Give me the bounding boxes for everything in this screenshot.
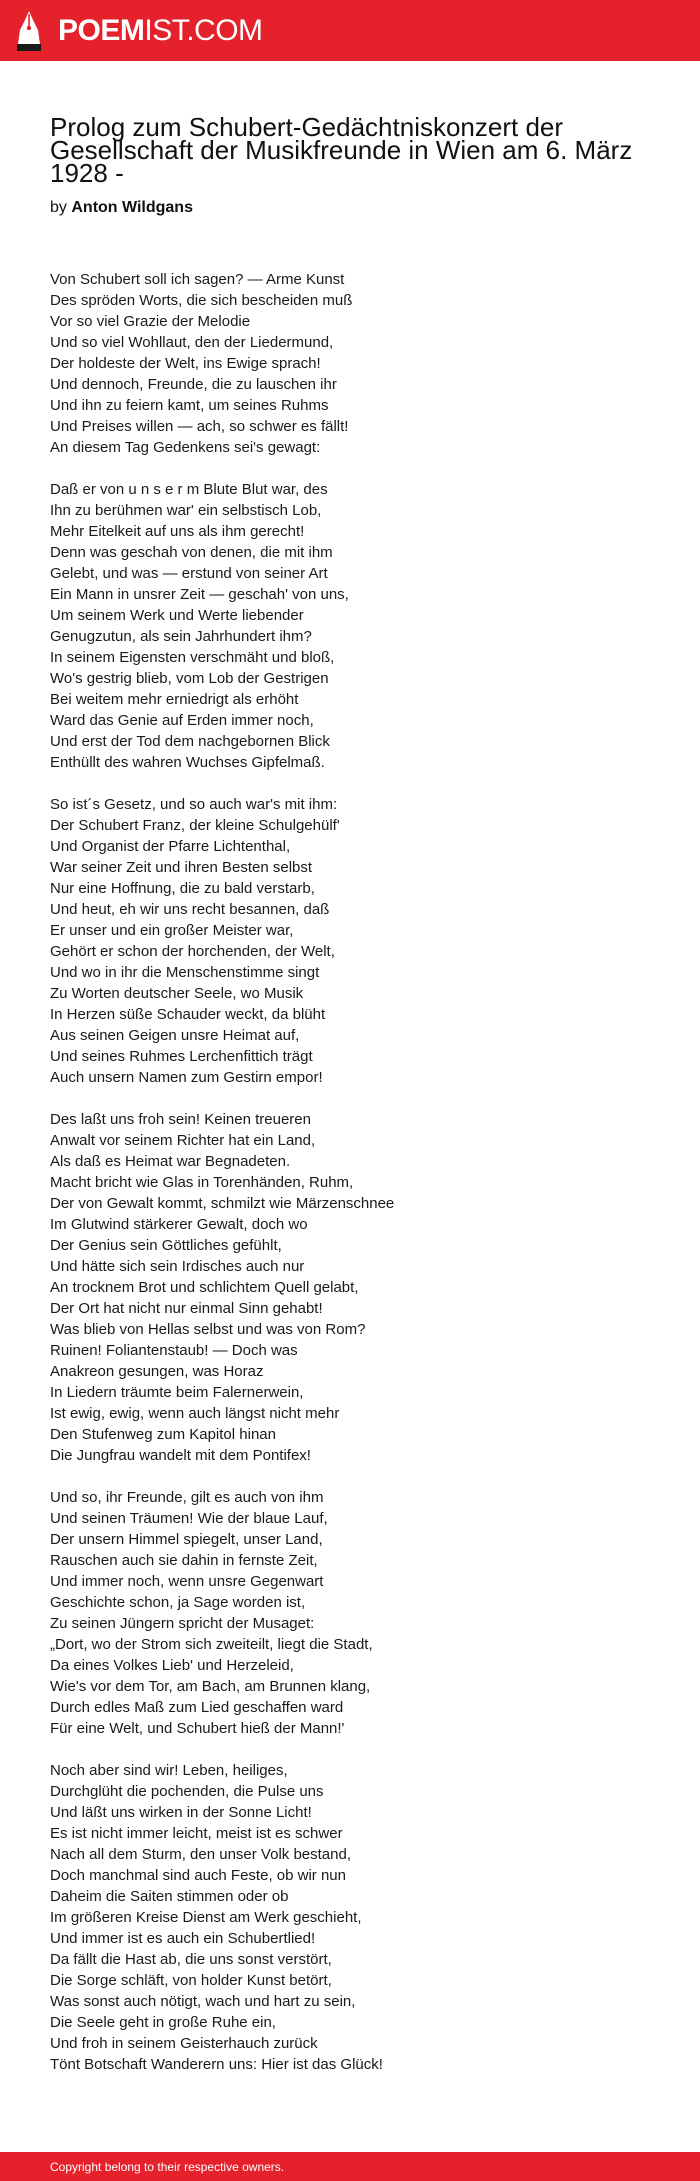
by-label: by <box>50 199 67 216</box>
poem-stanza <box>50 479 670 773</box>
poem-stanza <box>50 1487 670 1739</box>
poem-line: Geschichte schon, ja Sage worden ist, <box>50 1594 306 1611</box>
poem-line: War seiner Zeit und ihren Besten selbst <box>50 859 313 876</box>
poem-line: In seinem Eigensten verschmäht und bloß, <box>50 649 335 666</box>
poem-line: Ein Mann in unsrer Zeit — geschah' von uns, <box>50 586 349 603</box>
poem-line: Der Genius sein Göttliches gefühlt, <box>50 1237 282 1254</box>
poem-line: Und Preises willen — ach, so schwer es fällt! <box>50 418 349 435</box>
poem-line: Und immer ist es auch ein Schubertlied! <box>50 1930 316 1947</box>
poem-line: Und so viel Wohllaut, den der Liedermund, <box>50 334 334 351</box>
poem-line: Macht bricht wie Glas in Torenhänden, Ruhm, <box>50 1174 354 1191</box>
poem-line: Ruinen! Foliantenstaub! — Doch was <box>50 1342 298 1359</box>
poem-line: Ist ewig, ewig, wenn auch längst nicht mehr <box>50 1405 340 1422</box>
poem-line: Noch aber sind wir! Leben, heiliges, <box>50 1762 288 1779</box>
poem-line: Nach all dem Sturm, den unser Volk bestand, <box>50 1846 351 1863</box>
poem-line: Und seines Ruhmes Lerchenfittich trägt <box>50 1048 313 1065</box>
poem-body <box>50 269 670 2096</box>
poem-line: Was sonst auch nötigt, wach und hart zu sein, <box>50 1993 356 2010</box>
poem-line: In Liedern träumte beim Falernerwein, <box>50 1384 304 1401</box>
logo-bold-text: POEM <box>58 14 145 47</box>
poem-line: Daß er von u n s e r m Blute Blut war, des <box>50 481 328 498</box>
poem-line: Vor so viel Grazie der Melodie <box>50 313 251 330</box>
poem-line: Auch unsern Namen zum Gestirn empor! <box>50 1069 323 1086</box>
poem-line: Genugzutun, als sein Jahrhundert ihm? <box>50 628 312 645</box>
site-footer <box>0 2152 700 2181</box>
poem-line: Mehr Eitelkeit auf uns als ihm gerecht! <box>50 523 305 540</box>
byline <box>50 197 193 219</box>
poem-line: Durch edles Maß zum Lied geschaffen ward <box>50 1699 344 1716</box>
poem-line: Für eine Welt, und Schubert hieß der Mann!' <box>50 1720 345 1737</box>
poem-line: Von Schubert soll ich sagen? — Arme Kunst <box>50 271 345 288</box>
poem-line: Im Glutwind stärkerer Gewalt, doch wo <box>50 1216 308 1233</box>
poem-line: Zu Worten deutscher Seele, wo Musik <box>50 985 304 1002</box>
poem-line: Ihn zu berühmen war' ein selbstisch Lob, <box>50 502 322 519</box>
poem-line: An trocknem Brot und schlichtem Quell gelabt, <box>50 1279 359 1296</box>
poem-stanza <box>50 1760 670 2075</box>
fountain-pen-nib-icon <box>16 10 42 52</box>
poem-line: Da eines Volkes Lieb' und Herzeleid, <box>50 1657 294 1674</box>
poem-line: Die Jungfrau wandelt mit dem Pontifex! <box>50 1447 311 1464</box>
poem-line: Des laßt uns froh sein! Keinen treueren <box>50 1111 311 1128</box>
poem-line: Als daß es Heimat war Begnadeten. <box>50 1153 291 1170</box>
poem-line: Der Ort hat nicht nur einmal Sinn gehabt! <box>50 1300 323 1317</box>
poem-line: Die Sorge schläft, von holder Kunst betört, <box>50 1972 332 1989</box>
poem-line: Der unsern Himmel spiegelt, unser Land, <box>50 1531 323 1548</box>
poem-stanza <box>50 794 670 1088</box>
poem-line: So ist´s Gesetz, und so auch war's mit ihm: <box>50 796 338 813</box>
poem-line: In Herzen süße Schauder weckt, da blüht <box>50 1006 326 1023</box>
poem-line: Daheim die Saiten stimmen oder ob <box>50 1888 289 1905</box>
poem-line: Die Seele geht in große Ruhe ein, <box>50 2014 276 2031</box>
poem-line: Anakreon gesungen, was Horaz <box>50 1363 264 1380</box>
poem-line: Wo's gestrig blieb, vom Lob der Gestrigen <box>50 670 329 687</box>
poem-line: Und so, ihr Freunde, gilt es auch von ihm <box>50 1489 324 1506</box>
poem-title: Prolog zum Schubert-Gedächtniskonzert der Gesellschaft der Musikfreunde in Wien am 6. März 1928 - <box>50 112 633 188</box>
poem-line: Rauschen auch sie dahin in fernste Zeit, <box>50 1552 318 1569</box>
poem-stanza <box>50 269 670 458</box>
poem-line: Enthüllt des wahren Wuchses Gipfelmaß. <box>50 754 325 771</box>
poem-line: Tönt Botschaft Wanderern uns: Hier ist das Glück! <box>50 2056 383 2073</box>
poem-line: Doch manchmal sind auch Feste, ob wir nun <box>50 1867 346 1884</box>
poem-line: Zu seinen Jüngern spricht der Musaget: <box>50 1615 315 1632</box>
poem-line: Und Organist der Pfarre Lichtenthal, <box>50 838 291 855</box>
poem-line: Der holdeste der Welt, ins Ewige sprach! <box>50 355 321 372</box>
poem-line: Es ist nicht immer leicht, meist ist es schwer <box>50 1825 343 1842</box>
poem-line: Wie's vor dem Tor, am Bach, am Brunnen klang, <box>50 1678 371 1695</box>
poem-line: Denn was geschah von denen, die mit ihm <box>50 544 333 561</box>
poem-line: Was blieb von Hellas selbst und was von Rom? <box>50 1321 366 1338</box>
poem-line: Und froh in seinem Geisterhauch zurück <box>50 2035 318 2052</box>
poem-line: Bei weitem mehr erniedrigt als erhöht <box>50 691 299 708</box>
poem-line: Ward das Genie auf Erden immer noch, <box>50 712 314 729</box>
poem-line: Und immer noch, wenn unsre Gegenwart <box>50 1573 324 1590</box>
poem-line: Er unser und ein großer Meister war, <box>50 922 294 939</box>
poem-line: Der Schubert Franz, der kleine Schulgehülf' <box>50 817 340 834</box>
poem-line: Im größeren Kreise Dienst am Werk geschieht, <box>50 1909 362 1926</box>
poem-line: Da fällt die Hast ab, die uns sonst verstört, <box>50 1951 332 1968</box>
poem-line: Gehört er schon der horchenden, der Welt, <box>50 943 335 960</box>
poem-line: Und wo in ihr die Menschenstimme singt <box>50 964 320 981</box>
site-logo-link[interactable] <box>16 10 263 52</box>
poem-line: Und heut, eh wir uns recht besannen, daß <box>50 901 330 918</box>
poem-line: Den Stufenweg zum Kapitol hinan <box>50 1426 276 1443</box>
author-link[interactable]: Anton Wildgans <box>71 199 193 216</box>
poem-line: Und erst der Tod dem nachgebornen Blick <box>50 733 330 750</box>
poem-stanza <box>50 1109 670 1466</box>
poem-line: Und seinen Träumen! Wie der blaue Lauf, <box>50 1510 328 1527</box>
copyright-text: Copyright belong to their respective owners. <box>50 2160 285 2174</box>
poem-line: Um seinem Werk und Werte liebender <box>50 607 304 624</box>
logo-light-text: IST.COM <box>144 14 263 47</box>
poem-line: Des spröden Worts, die sich bescheiden muß <box>50 292 353 309</box>
poem-line: „Dort, wo der Strom sich zweiteilt, liegt die Stadt, <box>50 1636 373 1653</box>
site-header <box>0 0 700 61</box>
poem-line: Anwalt vor seinem Richter hat ein Land, <box>50 1132 316 1149</box>
poem-line: Und dennoch, Freunde, die zu lauschen ihr <box>50 376 337 393</box>
site-logo-text <box>58 11 263 51</box>
poem-line: An diesem Tag Gedenkens sei's gewagt: <box>50 439 321 456</box>
poem-line: Gelebt, und was — erstund von seiner Art <box>50 565 328 582</box>
poem-line: Und hätte sich sein Irdisches auch nur <box>50 1258 305 1275</box>
poem-line: Nur eine Hoffnung, die zu bald verstarb, <box>50 880 315 897</box>
poem-line: Durchglüht die pochenden, die Pulse uns <box>50 1783 324 1800</box>
poem-line: Aus seinen Geigen unsre Heimat auf, <box>50 1027 300 1044</box>
poem-line: Und ihn zu feiern kamt, um seines Ruhms <box>50 397 329 414</box>
poem-line: Der von Gewalt kommt, schmilzt wie Märzenschnee <box>50 1195 395 1212</box>
poem-line: Und läßt uns wirken in der Sonne Licht! <box>50 1804 312 1821</box>
